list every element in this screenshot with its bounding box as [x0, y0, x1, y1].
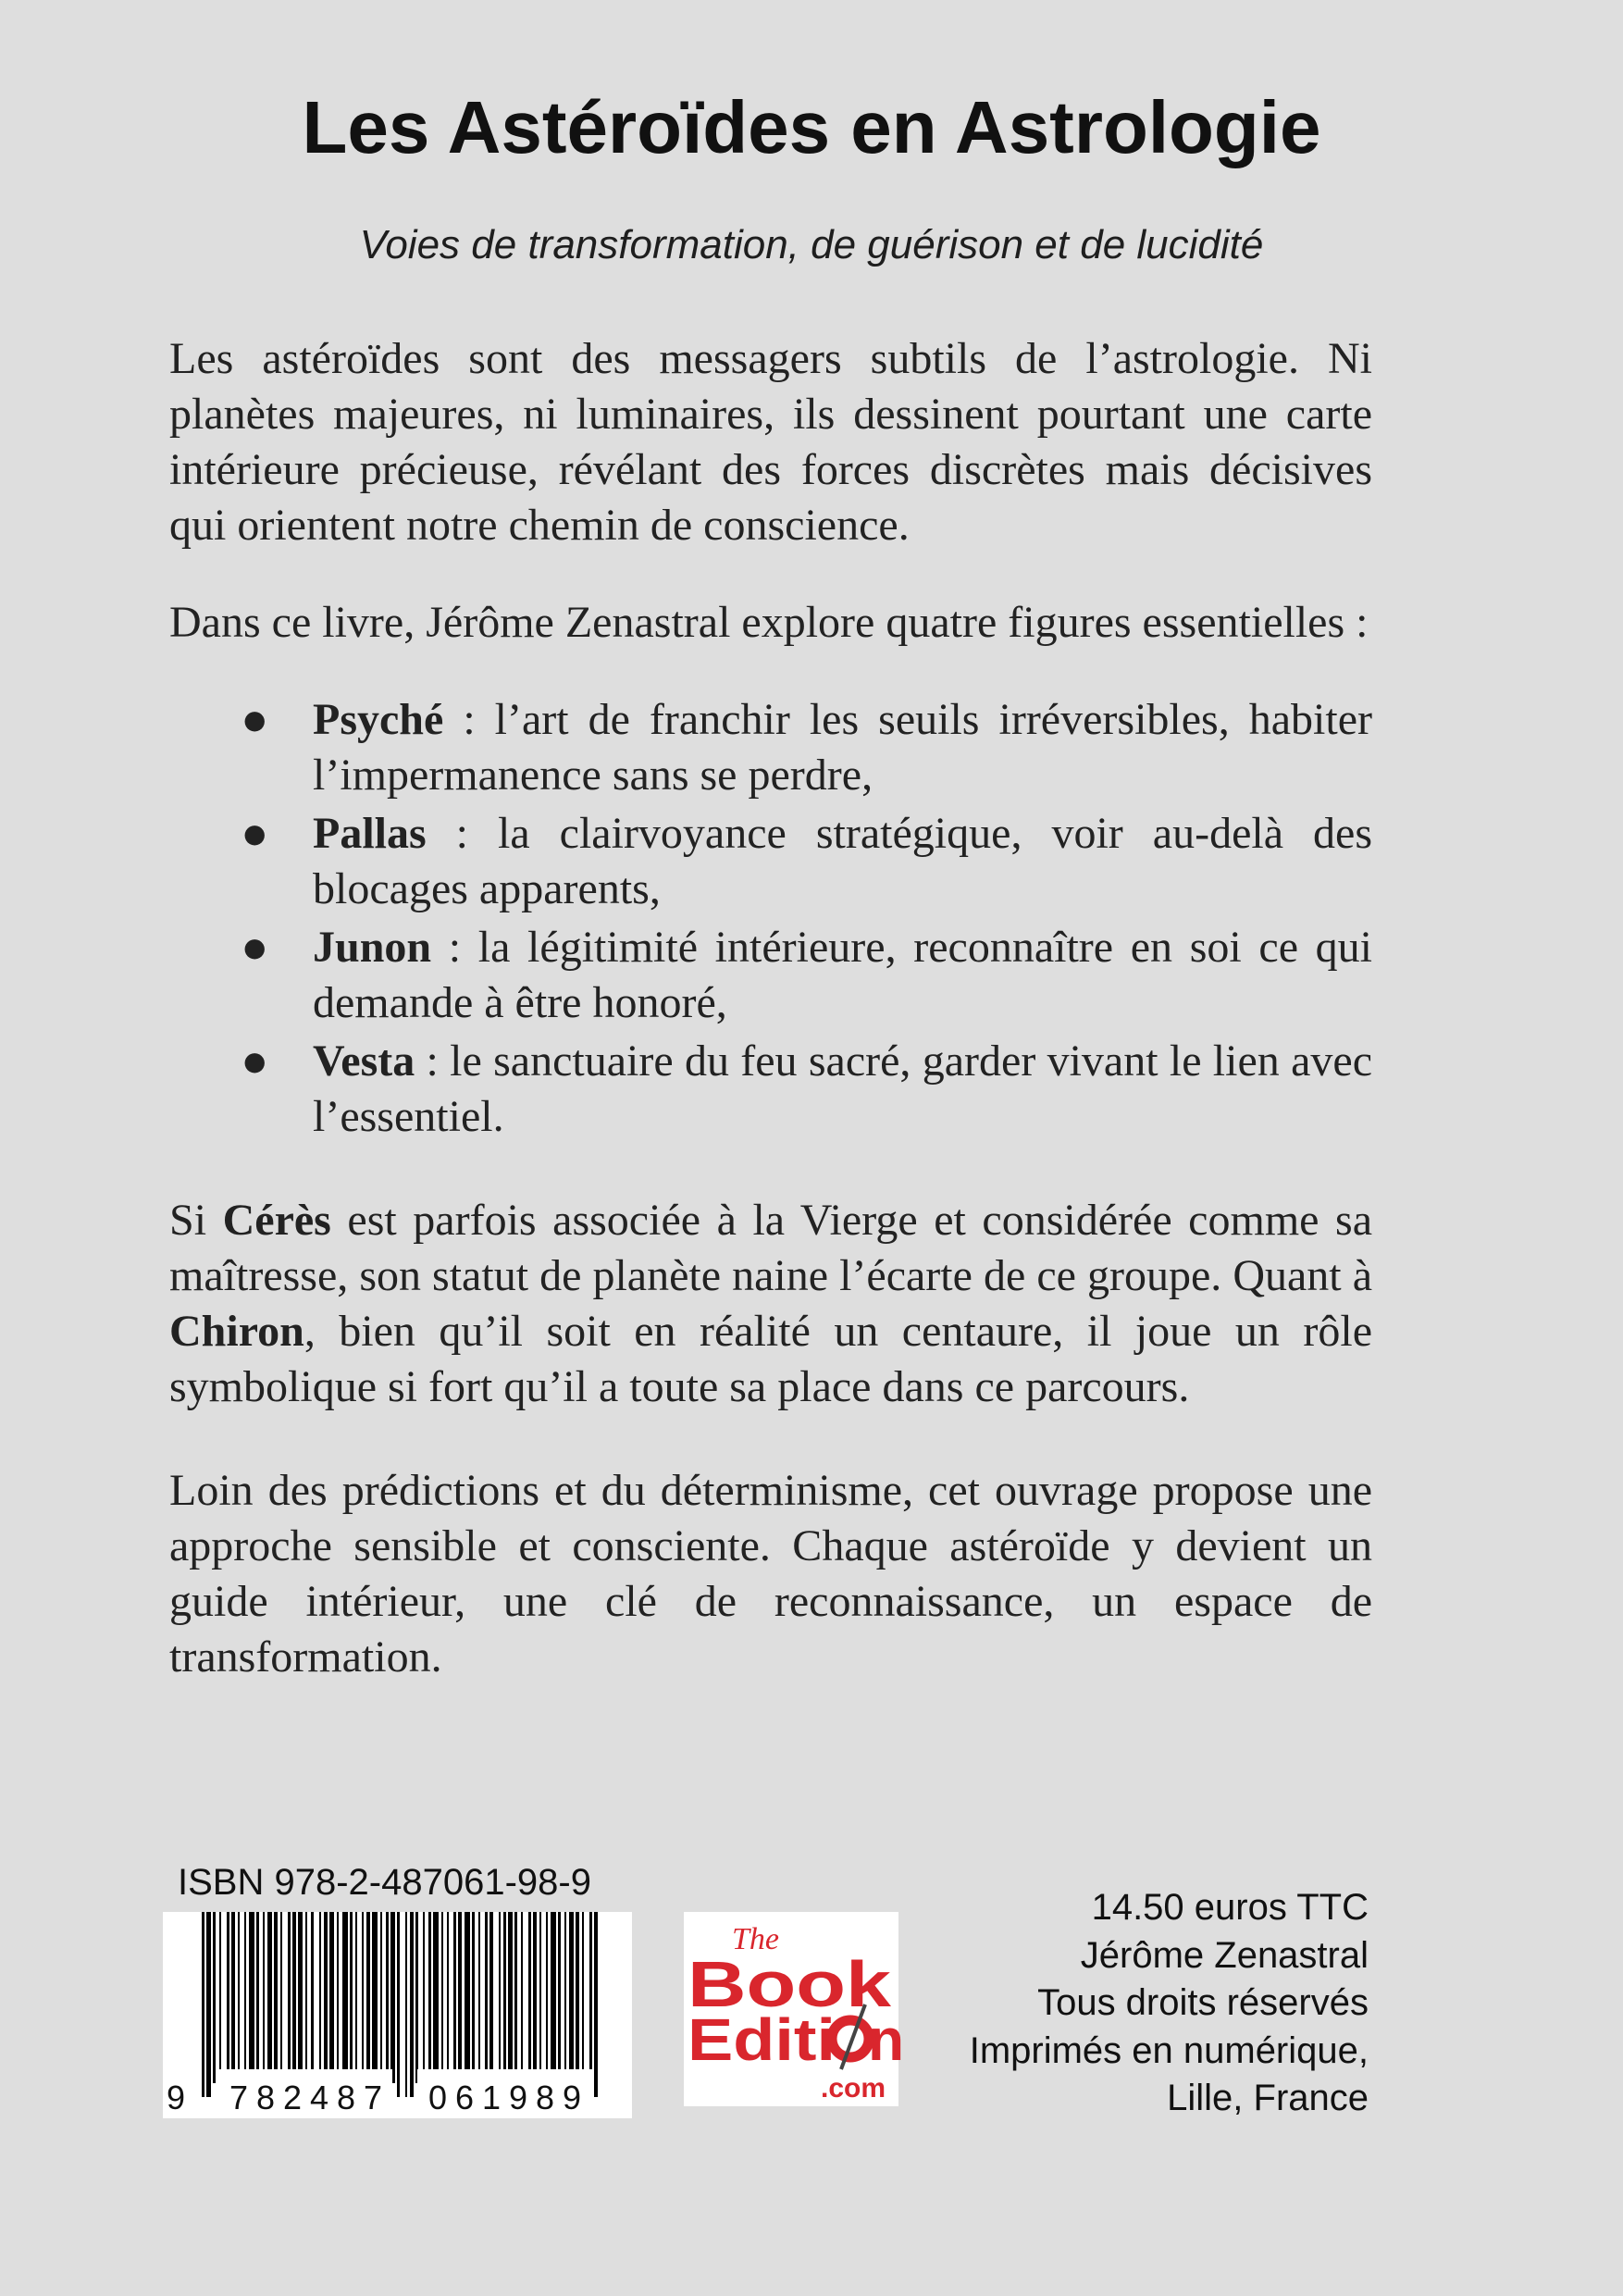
barcode-bar	[280, 1912, 282, 2083]
barcode-bar	[355, 1912, 357, 2083]
barcode-bar	[428, 1912, 431, 2083]
barcode-bar	[206, 1912, 211, 2097]
barcode-bar	[458, 1912, 462, 2083]
print-location: Lille, France	[1167, 2078, 1369, 2118]
bullet-icon: ●	[243, 1046, 266, 1076]
barcode-bar	[380, 1912, 382, 2083]
author-name: Jérôme Zenastral	[1080, 1934, 1369, 1976]
barcode-bar	[311, 1912, 314, 2083]
barcode-bar	[238, 1912, 240, 2083]
figures-list	[169, 692, 1372, 1145]
barcode-digits-right: 061989	[428, 2079, 581, 2116]
publication-info	[887, 1884, 1369, 2123]
logo-book: Book	[688, 1948, 892, 2020]
figure-description: : l’art de franchir les seuils irréversibles, habiter l’impermanence sans se perdre,	[313, 695, 1372, 800]
ceres-name: Cérès	[222, 1196, 331, 1245]
barcode-bar	[267, 1912, 272, 2083]
barcode-bar	[405, 1912, 407, 2097]
barcode-bar	[213, 1912, 216, 2083]
barcode-bar	[397, 1912, 400, 2097]
barcode-bar	[231, 1912, 235, 2083]
text-run: est parfois associée à la Vierge et considérée comme sa maîtresse, son statut de planète naine l’écarte de ce groupe. Quant à	[169, 1196, 1372, 1300]
figure-name: Vesta	[313, 1036, 415, 1086]
paragraph-figures-intro: Dans ce livre, Jérôme Zenastral explore quatre figures essentielles :	[169, 598, 1369, 647]
barcode-bar	[390, 1912, 395, 2083]
bullet-icon: ●	[243, 704, 266, 735]
rights-notice: Tous droits réservés	[1037, 1982, 1369, 2023]
barcode-bar	[594, 1912, 598, 2097]
figure-description: : la clairvoyance stratégique, voir au-delà des blocages apparents,	[313, 809, 1372, 913]
barcode-bar	[366, 1912, 370, 2083]
barcode-bar	[447, 1912, 449, 2083]
list-item	[169, 1034, 1372, 1145]
figure-name: Psyché	[313, 695, 444, 744]
barcode-graphic	[163, 1912, 632, 2118]
barcode-bar	[423, 1912, 425, 2083]
text-run: Si	[169, 1196, 223, 1245]
logo-editi: Editi	[688, 2006, 836, 2073]
barcode-bar	[274, 1912, 278, 2083]
figure-description: : la légitimité intérieure, reconnaître en soi ce qui demande à être honoré,	[313, 923, 1372, 1027]
list-item	[169, 806, 1372, 917]
paragraph-ceres-chiron	[169, 1193, 1372, 1415]
barcode-bar	[249, 1912, 254, 2083]
book-title: Les Astéroïdes en Astrologie	[302, 86, 1321, 168]
barcode-digit-first: 9	[167, 2079, 186, 2116]
barcode-bar	[472, 1912, 475, 2083]
barcode-bar	[256, 1912, 259, 2083]
isbn-label: ISBN 978-2-487061-98-9	[178, 1862, 591, 1903]
figure-name: Pallas	[313, 809, 427, 858]
paragraph-intro: Les astéroïdes sont des messagers subtils de l’astrologie. Ni planètes majeures, ni luminaires, ils dessinent pourtant une carte intérieure précieuse, révélant des forces discrètes mais décisives qui orientent notre chemin de conscience.	[169, 334, 1372, 550]
figure-name: Junon	[313, 923, 432, 972]
barcode-bar	[478, 1912, 480, 2083]
the-book-edition-logo	[684, 1912, 905, 2106]
barcode-bar	[324, 1912, 328, 2083]
barcode-bar	[415, 1912, 418, 2083]
barcode-bar	[453, 1912, 456, 2083]
barcode-bar	[337, 1912, 339, 2083]
barcode-bar	[350, 1912, 353, 2083]
barcode-bar	[292, 1912, 296, 2083]
chiron-name: Chiron	[169, 1307, 304, 1356]
logo-dotcom: .com	[821, 2073, 886, 2104]
barcode-bar	[219, 1912, 221, 2083]
logo-the: The	[732, 1922, 779, 1956]
barcode-bar	[433, 1912, 439, 2083]
bullet-icon: ●	[243, 818, 266, 849]
barcode-bar	[372, 1912, 378, 2083]
list-item	[169, 692, 1372, 803]
barcode-bar	[244, 1912, 246, 2083]
barcode-bar	[465, 1912, 470, 2083]
barcode-bar	[386, 1912, 389, 2083]
barcode-bar	[441, 1912, 443, 2083]
publisher-logo	[684, 1912, 905, 2106]
book-subtitle: Voies de transformation, de guérison et de lucidité	[359, 222, 1264, 267]
barcode-bar	[263, 1912, 265, 2083]
barcode-bar	[410, 1912, 414, 2097]
logo-o-ring	[832, 2020, 869, 2057]
barcode-bar	[319, 1912, 321, 2083]
price: 14.50 euros TTC	[1091, 1887, 1369, 1928]
list-item	[169, 920, 1372, 1031]
barcode-bar	[342, 1912, 348, 2083]
barcode-digits-left: 782487	[229, 2079, 382, 2116]
paragraph-conclusion: Loin des prédictions et du déterminisme, cet ouvrage propose une approche sensible et consciente. Chaque astéroïde y devient un guide intérieur, une clé de reconnaissance, un espace de transformation.	[169, 1466, 1372, 1682]
text-run: , bien qu’il soit en réalité un centaure, il joue un rôle symbolique si fort qu’il a toute sa place dans ce parcours.	[169, 1307, 1372, 1411]
back-cover-text	[169, 331, 1372, 1685]
barcode-bar	[329, 1912, 334, 2083]
barcode-bar	[362, 1912, 364, 2083]
barcode-bar	[288, 1912, 291, 2083]
barcode	[163, 1912, 632, 2118]
barcode-bar	[298, 1912, 303, 2083]
barcode-bar	[202, 1912, 204, 2097]
print-notice: Imprimés en numérique,	[969, 2029, 1369, 2071]
barcode-bar	[227, 1912, 229, 2083]
barcode-bar	[305, 1912, 307, 2083]
logo-n: n	[868, 2006, 905, 2073]
figure-description: : le sanctuaire du feu sacré, garder vivant le lien avec l’essentiel.	[313, 1036, 1372, 1141]
bullet-icon: ●	[243, 932, 266, 962]
